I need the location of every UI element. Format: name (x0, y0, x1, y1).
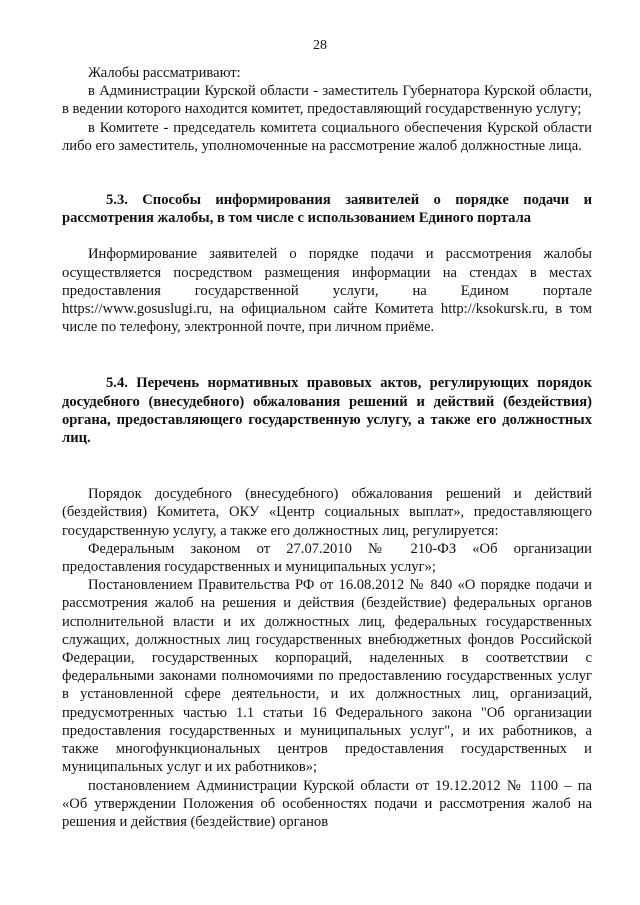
section-heading-5-4: 5.4. Перечень нормативных правовых актов, регулирующих порядок досудебного (внесудебного) обжалования решений и действий (бездействия) органа, предоставляющего государственную услугу, а также его должностных лиц. (62, 375, 592, 447)
paragraph-federal-law: Федеральным законом от 27.07.2010 № 210-ФЗ «Об организации предоставления государственных и муниципальных услуг»; (62, 540, 592, 576)
paragraph-government-decree: Постановлением Правительства РФ от 16.08.2012 № 840 «О порядке подачи и рассмотрения жалоб на решения и действия (бездействие) федеральных органов исполнительной власти и их должностных лиц, федеральных государственных служащих, должностных лиц государственных внебюджетных фондов Российской Федерации, государственных корпораций, наделенных в соответствии с федеральными законами полномочиями по предоставлению государственных услуг в установленной сфере деятельности, и их должностных лиц, организаций, предусмотренных частью 1.1 статьи 16 Федерального закона "Об организации предоставления государственных и муниципальных услуг", и их работников, а также многофункциональных центров предоставления государственных и муниципальных услуг и их работников»; (62, 577, 592, 776)
paragraph-complaints-reviewed: Жалобы рассматривают: (88, 65, 241, 81)
paragraph-regional-decree: постановлением Администрации Курской области от 19.12.2012 № 1100 – па «Об утверждении Положения об особенностях подачи и рассмотрения жалоб на решения и действия (бездействие) органов (62, 777, 592, 830)
paragraph-committee: в Комитете - председатель комитета социального обеспечения Курской области либо его заместитель, уполномоченные на рассмотрение жалоб должностные лица. (62, 119, 592, 154)
document-body (62, 64, 592, 831)
paragraph-appeal-procedure: Порядок досудебного (внесудебного) обжалования решений и действий (бездействия) Комитета, ОКУ «Центр социальных выплат», предоставляющего государственную услугу, а также его должностных лиц, регулируется: (62, 486, 592, 539)
section-heading-5-3: 5.3. Способы информирования заявителей о порядке подачи и рассмотрения жалобы, в том числе с использованием Единого портала (62, 192, 592, 227)
page-number: 28 (313, 38, 327, 53)
paragraph-administration: в Администрации Курской области - заместитель Губернатора Курской области, в ведении которого находится комитет, предоставляющий государственную услугу; (62, 83, 592, 118)
paragraph-informing: Информирование заявителей о порядке подачи и рассмотрения жалобы осуществляется посредством размещения информации на стендах в местах предоставления государственной услуги, на Едином портале https://www.gosuslugi.ru, на официальном сайте Комитета http://ksokursk.ru, в том числе по телефону, электронной почте, при личном приёме. (62, 246, 592, 336)
